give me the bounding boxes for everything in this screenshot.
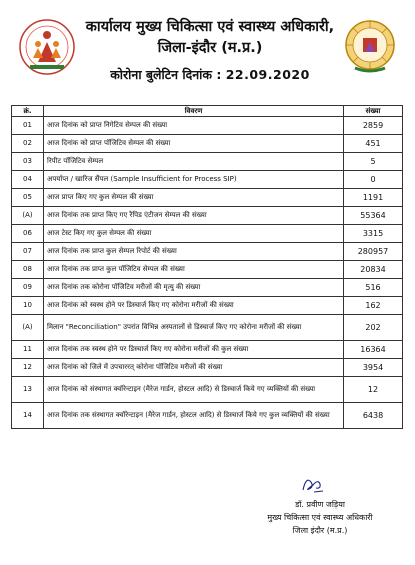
- row-description: आज टेस्ट किए गए कुल सेम्पल की संख्या: [44, 225, 344, 243]
- row-sno: (A): [12, 207, 44, 225]
- row-description: आज दिनांक तक कोरोना पॉजिटिव मरीजों की मृत्यु की संख्या: [44, 279, 344, 297]
- row-description: अपर्याप्त / खारिज सैंपल (Sample Insufficient for Process SIP): [44, 171, 344, 189]
- district-title: जिला-इंदौर (म.प्र.): [157, 40, 263, 56]
- row-count: 2859: [344, 117, 403, 135]
- row-sno: 09: [12, 279, 44, 297]
- table-row: [12, 261, 403, 279]
- row-count: 6438: [344, 403, 403, 429]
- signatory-place: जिला इंदौर (म.प्र.): [292, 526, 348, 535]
- row-sno: 03: [12, 153, 44, 171]
- row-count: 0: [344, 171, 403, 189]
- row-description: रिपीट पॉजिटिव सेम्पल: [44, 153, 344, 171]
- row-sno: 02: [12, 135, 44, 153]
- bulletin-date: 22.09.2020: [225, 67, 310, 82]
- table-header-row: [12, 106, 403, 117]
- row-description: आज दिनांक को जिले में उपचाररत् कोरोना पॉजिटिव मरीजों की संख्या: [44, 359, 344, 377]
- row-sno: 06: [12, 225, 44, 243]
- office-title: कार्यालय मुख्य चिकित्सा एवं स्वास्थ्य अधिकारी,: [85, 19, 335, 35]
- row-sno: 11: [12, 341, 44, 359]
- table-row: [12, 359, 403, 377]
- table-row: [12, 225, 403, 243]
- row-sno: 07: [12, 243, 44, 261]
- row-description: आज दिनांक तक स्वस्थ होने पर डिस्चार्ज किए गए कोरोना मरीजों की कुल संख्या: [44, 341, 344, 359]
- table-row: [12, 297, 403, 315]
- row-count: 16364: [344, 341, 403, 359]
- document-header: [0, 0, 415, 100]
- table-row: [12, 315, 403, 341]
- signatory-designation: मुख्य चिकित्सा एवं स्वास्थ्य अधिकारी: [267, 513, 373, 522]
- row-description: आज दिनांक को संस्थागत क्वॉरेन्टाइन (मैरेज गार्डन, होस्टल आदि) से डिस्चार्ज किये गए व्यक्तियों की संख्या: [44, 377, 344, 403]
- row-description: आज दिनांक तक प्राप्त कुल पॉजिटिव सेम्पल की संख्या: [44, 261, 344, 279]
- table-row: [12, 279, 403, 297]
- row-sno: 04: [12, 171, 44, 189]
- bulletin-label: कोरोना बुलेटिन दिनांक :: [110, 67, 222, 82]
- table-row: [12, 189, 403, 207]
- row-count: 162: [344, 297, 403, 315]
- signatory-name: डॉ. प्रवीण जड़िया: [295, 500, 345, 509]
- row-count: 20834: [344, 261, 403, 279]
- table-row: [12, 135, 403, 153]
- table-row: [12, 341, 403, 359]
- row-count: 12: [344, 377, 403, 403]
- row-sno: 08: [12, 261, 44, 279]
- row-sno: 10: [12, 297, 44, 315]
- table-row: [12, 207, 403, 225]
- row-count: 1191: [344, 189, 403, 207]
- row-count: 451: [344, 135, 403, 153]
- row-count: 55364: [344, 207, 403, 225]
- row-count: 280957: [344, 243, 403, 261]
- row-sno: 14: [12, 403, 44, 429]
- row-count: 3315: [344, 225, 403, 243]
- row-description: आज दिनांक तक संस्थागत क्वॉरेन्टाइन (मैरेज गार्डन, होस्टल आदि) से डिस्चार्ज किये गए कुल व्यक्तियों की संख्या: [44, 403, 344, 429]
- row-count: 202: [344, 315, 403, 341]
- madhya-pradesh-emblem-icon: [343, 18, 397, 76]
- row-count: 5: [344, 153, 403, 171]
- header-description: विवरण: [44, 106, 344, 117]
- table-row: [12, 377, 403, 403]
- header-sno: क्रं.: [12, 106, 44, 117]
- row-count: 516: [344, 279, 403, 297]
- table-row: [12, 153, 403, 171]
- table-row: [12, 171, 403, 189]
- table-row: [12, 243, 403, 261]
- bulletin-title: [80, 67, 340, 83]
- header-count: संख्या: [344, 106, 403, 117]
- row-description: आज दिनांक को स्वस्थ होने पर डिस्चार्ज किए गए कोरोना मरीजों की संख्या: [44, 297, 344, 315]
- row-sno: 05: [12, 189, 44, 207]
- national-health-mission-logo-icon: [18, 18, 76, 76]
- bulletin-table: [11, 105, 403, 429]
- row-count: 3954: [344, 359, 403, 377]
- row-sno: (A): [12, 315, 44, 341]
- row-sno: 13: [12, 377, 44, 403]
- handwritten-signature-icon: [300, 470, 326, 498]
- row-description: आज दिनांक को प्राप्त पॉजिटिव सेम्पल की संख्या: [44, 135, 344, 153]
- row-sno: 12: [12, 359, 44, 377]
- row-sno: 01: [12, 117, 44, 135]
- row-description: आज दिनांक तक प्राप्त कुल सेम्पल रिपोर्ट की संख्या: [44, 243, 344, 261]
- row-description: आज दिनांक को प्राप्त निगेटिव सेम्पल की संख्या: [44, 117, 344, 135]
- row-description: आज दिनांक तक प्राप्त किए गए रैपिड एंटीजन सेम्पल की संख्या: [44, 207, 344, 225]
- row-description: मिलान "Reconciliation" उपरांत विभिन्न अस्पतालों से डिस्चार्ज किए गए कोरोना मरीजों की संख्या: [44, 315, 344, 341]
- row-description: आज प्राप्त किए गए कुल सेम्पल की संख्या: [44, 189, 344, 207]
- table-row: [12, 403, 403, 429]
- table-row: [12, 117, 403, 135]
